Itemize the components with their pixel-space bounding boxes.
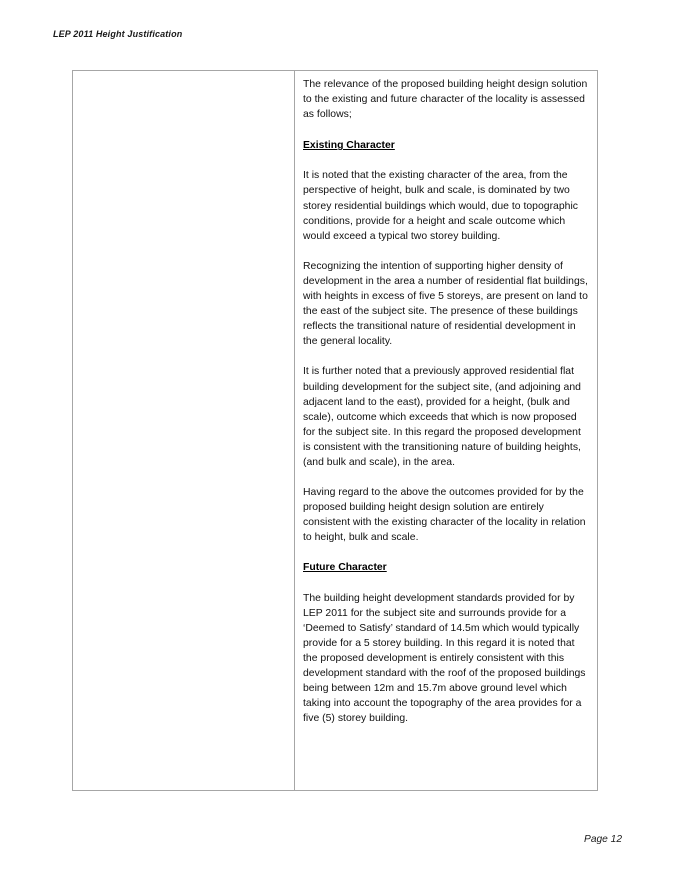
existing-paragraph-1: It is noted that the existing character of the area, from the perspective of height, bulk and scale, is dominated by two storey residential buildings which would, due to topographic conditions, provide for a height and scale outcome which would exceed a typical two storey building. <box>303 170 578 242</box>
future-paragraph-1: The building height development standards provided for by LEP 2011 for the subject site and surrounds provide for a ‘Deemed to Satisfy’ standard of 14.5m which would typically provide for a 5 storey building. In this regard it is noted that the proposed development is entirely consistent with this development standard with the roof of the proposed buildings being between 12m and 15.7m above ground level which taking into account the topography of the area provides for a five (5) storey building. <box>303 592 586 725</box>
table-row <box>73 71 598 791</box>
table-cell-right <box>295 71 598 791</box>
left-cell-content <box>73 71 294 83</box>
existing-paragraph-3: It is further noted that a previously approved residential flat building development for the subject site, (and adjoining and adjacent land to the east), provided for a height, (bulk and scale), outcome which exceeds that which is now proposed for the subject site. In this regard the proposed development is consistent with the transitioning nature of building heights, (and bulk and scale), in the area. <box>303 366 581 468</box>
existing-paragraph-4: Having regard to the above the outcomes provided for by the proposed building height design solution are entirely consistent with the existing character of the locality in relation to height, bulk and scale. <box>303 487 586 544</box>
table-cell-left <box>73 71 295 791</box>
existing-paragraph-2: Recognizing the intention of supporting higher density of development in the area a number of residential flat buildings, with heights in excess of five 5 storeys, are present on land to the east of the subject site. The presence of these buildings reflects the transitional nature of residential development in the general locality. <box>303 260 588 348</box>
content-table <box>72 70 598 791</box>
right-cell-content <box>295 71 597 732</box>
page-header: LEP 2011 Height Justification <box>53 29 183 39</box>
heading-future-character: Future Character <box>303 562 387 574</box>
heading-existing-character: Existing Character <box>303 140 395 152</box>
intro-paragraph: The relevance of the proposed building height design solution to the existing and future character of the locality is assessed as follows; <box>303 79 588 121</box>
page-footer: Page 12 <box>584 834 622 845</box>
